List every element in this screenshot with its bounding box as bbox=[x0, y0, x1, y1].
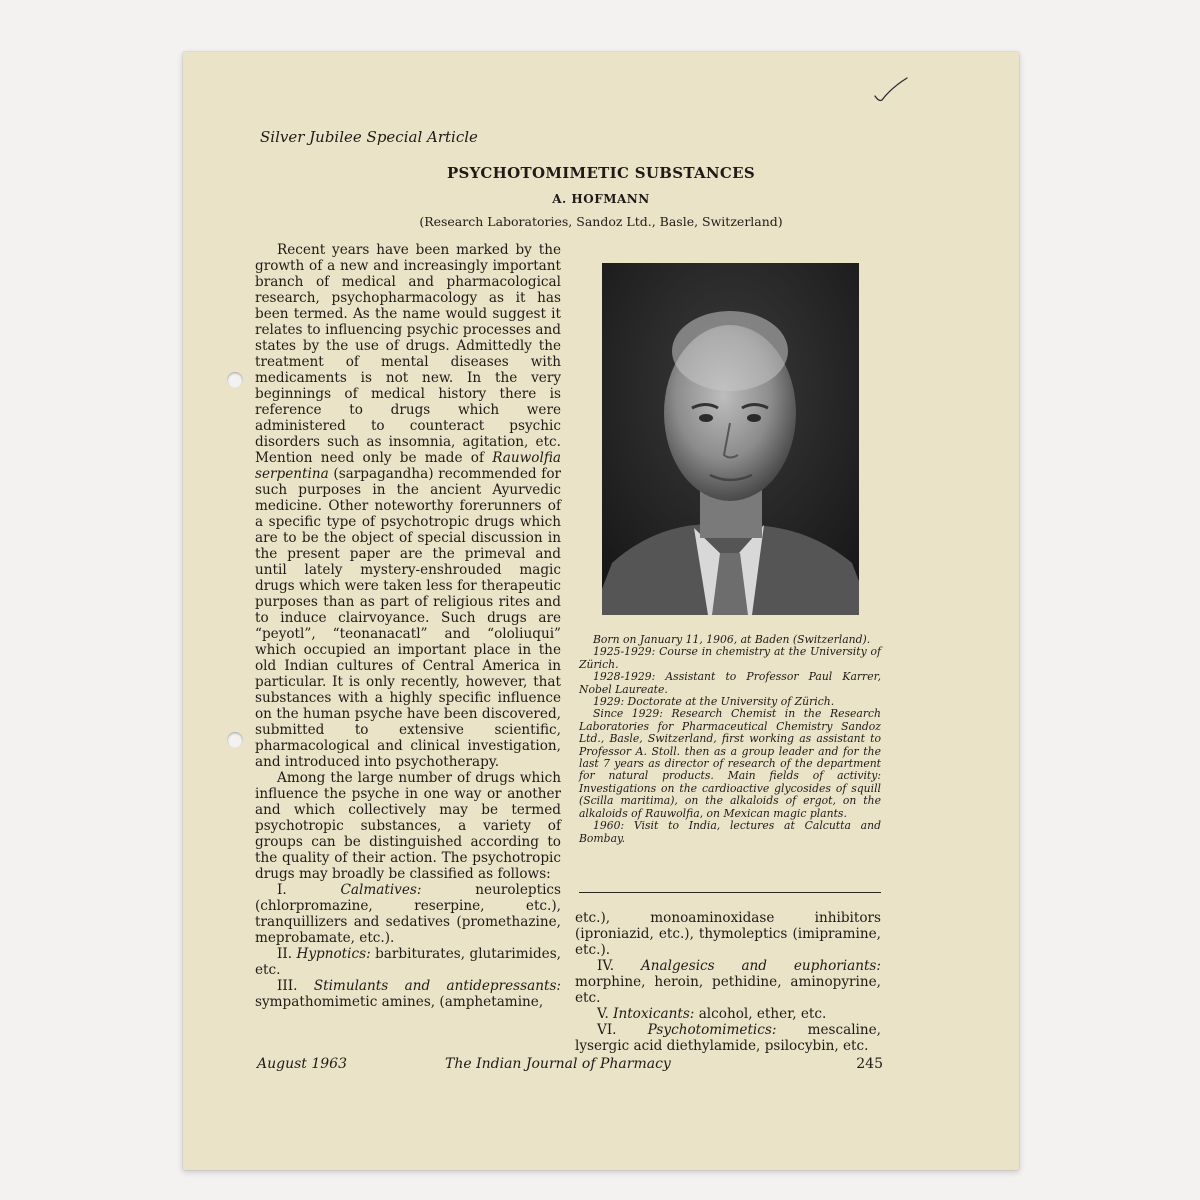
list-continuation: etc.), monoaminoxidase inhibitors (iproniazid, etc.), thymoleptics (imipramine, etc.). bbox=[575, 910, 881, 958]
issue-date: August 1963 bbox=[257, 1056, 347, 1072]
classification-item-2: II. Hypnotics: barbiturates, glutarimides, etc. bbox=[255, 946, 561, 978]
bio-india-visit: 1960: Visit to India, lectures at Calcutta and Bombay. bbox=[579, 819, 881, 845]
author-biography bbox=[579, 634, 881, 845]
classification-item-4: IV. Analgesics and euphoriants: morphine, heroin, pethidine, aminopyrine, etc. bbox=[575, 958, 881, 1006]
article-author: A. HOFMANN bbox=[552, 192, 650, 206]
punch-hole-bottom bbox=[227, 732, 243, 748]
bio-divider bbox=[579, 892, 881, 893]
bio-birth: Born on January 11, 1906, at Baden (Switzerland). bbox=[593, 633, 871, 646]
species-name: Rauwolfia serpentina bbox=[255, 450, 561, 482]
author-affiliation: (Research Laboratories, Sandoz Ltd., Basle, Switzerland) bbox=[419, 214, 783, 229]
article-kicker: Silver Jubilee Special Article bbox=[260, 128, 478, 146]
punch-hole-top bbox=[227, 372, 243, 388]
bio-doctorate: 1929: Doctorate at the University of Zürich. bbox=[593, 695, 835, 709]
page-number: 245 bbox=[856, 1056, 883, 1072]
pencil-checkmark-icon bbox=[873, 76, 909, 106]
classification-item-5: V. Intoxicants: alcohol, ether, etc. bbox=[597, 1006, 827, 1022]
paragraph-2: Among the large number of drugs which influence the psyche in one way or another and which collectively may be termed psychotropic substances, a variety of groups can be distinguished according to the quality of their action. The psychotropic drugs may broadly be classified as follows: bbox=[255, 770, 561, 882]
author-portrait-photo bbox=[602, 263, 859, 615]
right-column bbox=[575, 910, 881, 1054]
journal-page bbox=[183, 52, 1019, 1170]
bio-assistant: 1928-1929: Assistant to Professor Paul Karrer, Nobel Laureate. bbox=[579, 670, 881, 696]
page-footer bbox=[255, 1056, 883, 1076]
journal-name: The Indian Journal of Pharmacy bbox=[445, 1056, 671, 1072]
portrait-image bbox=[602, 263, 859, 615]
left-column bbox=[255, 242, 561, 1010]
paragraph-1: Recent years have been marked by the growth of a new and increasingly important branch of medical and pharmacological research, psychopharmacology as it has been termed. As the name would suggest it relates to influencing psychic processes and states by the use of drugs. Admittedly the treatment of mental diseases with medicaments is not new. In the very beginnings of medical history there is reference to drugs which were administered to counteract psychic disorders such as insomnia, agitation, etc. Mention need only be made of Rauwolfia serpentina (sarpagandha) recommended for such purposes in the ancient Ayurvedic medicine. Other noteworthy forerunners of a specific type of psychotropic drugs which are to be the object of special discussion in the present paper are the primeval and until lately mystery-enshrouded magic drugs which were taken less for therapeutic purposes than as part of religious rites and to induce clairvoyance. Such drugs are “peyotl”, “teonanacatl” and “ololiuqui” which occupied an important place in the old Indian cultures of Central America in particular. It is only recently, however, that substances with a highly specific influence on the human psyche have been discovered, submitted to extensive scientific, pharmacological and clinical investigation, and introduced into psychotherapy. bbox=[255, 242, 561, 770]
bio-education: 1925-1929: Course in chemistry at the University of Zürich. bbox=[579, 645, 881, 671]
classification-item-6: VI. Psychotomimetics: mescaline, lysergic acid diethylamide, psilocybin, etc. bbox=[575, 1022, 882, 1054]
article-title: PSYCHOTOMIMETIC SUBSTANCES bbox=[446, 164, 756, 182]
bio-career: Since 1929: Research Chemist in the Research Laboratories for Pharmaceutical Chemistry Sandoz Ltd., Basle, Switzerland, first working as assistant to Professor A. Stoll. then as a group leader and for the last 7 years as director of research of the department for natural products. Main fields of activity: Investigations on the cardioactive glycosides of squill (Scilla maritima), on the alkaloids of ergot, on the alkaloids of Rauwolfia, on Mexican magic plants. bbox=[579, 707, 881, 820]
classification-item-1: I. Calmatives: neuroleptics (chlorpromazine, reserpine, etc.), tranquillizers and sedatives (promethazine, meprobamate, etc.). bbox=[255, 882, 562, 946]
classification-item-3: III. Stimulants and antidepressants: sympathomimetic amines, (amphetamine, bbox=[255, 978, 562, 1010]
